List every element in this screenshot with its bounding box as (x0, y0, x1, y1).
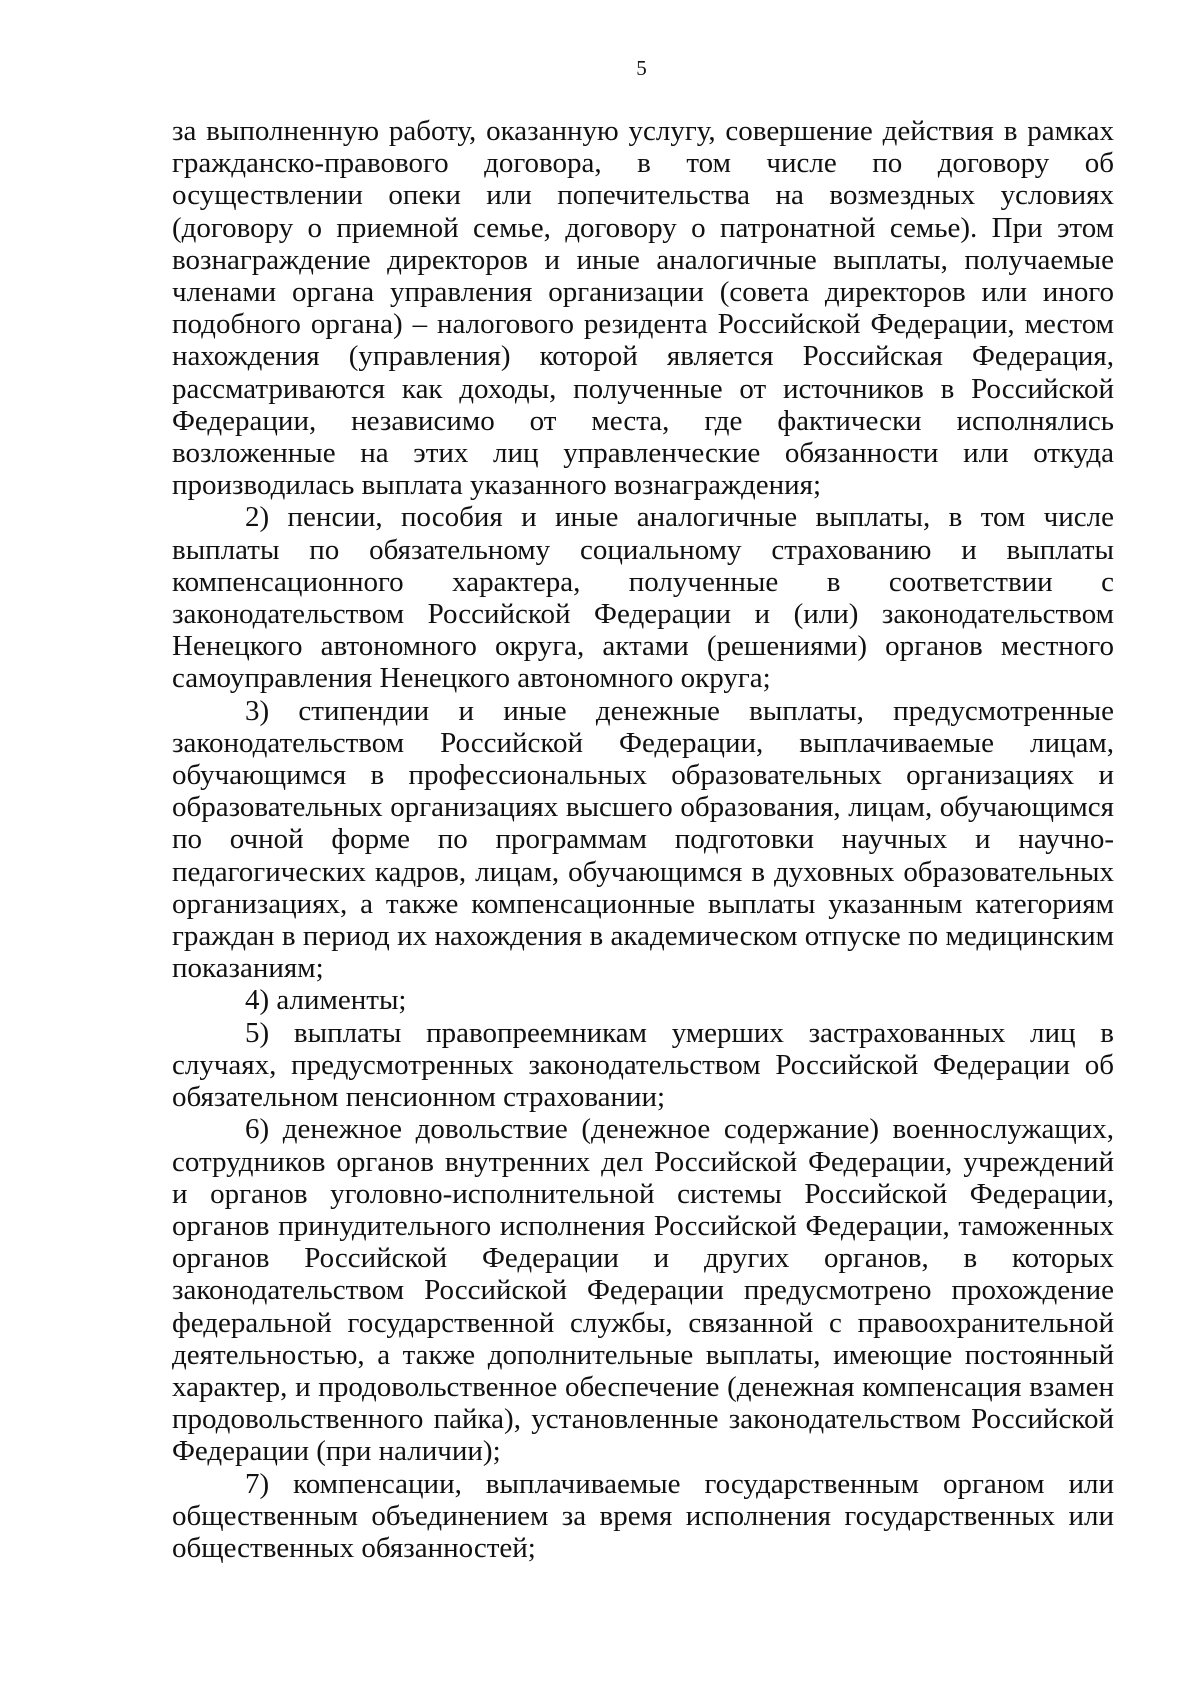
paragraph-item-2: 2) пенсии, пособия и иные аналогичные выплаты, в том числе выплаты по обязательному социальному страхованию и выплаты компенсационного характера, полученные в соответствии с законодательством Российской Федерации и (или) законодательством Ненецкого автономного округа, актами (решениями) органов местного самоуправления Ненецкого автономного округа; (172, 501, 1114, 695)
page-number: 5 (636, 56, 647, 80)
paragraph-item-4: 4) алименты; (245, 984, 407, 1017)
paragraph-item-5: 5) выплаты правопреемникам умерших застрахованных лиц в случаях, предусмотренных законодательством Российской Федерации об обязательном пенсионном страховании; (172, 1016, 1114, 1114)
paragraph-item-6: 6) денежное довольствие (денежное содержание) военнослужащих, сотрудников органов внутренних дел Российской Федерации, учреждений и органов уголовно-исполнительной системы Российской Федерации, органов принудительного исполнения Российской Федерации, таможенных органов Российской Федерации и других органов, в которых законодательством Российской Федерации предусмотрено прохождение федеральной государственной службы, связанной с правоохранительной деятельностью, а также дополнительные выплаты, имеющие постоянный характер, и продовольственное обеспечение (денежная компенсация взамен продовольственного пайка), установленные законодательством Российской Федерации (при наличии); (172, 1113, 1114, 1468)
paragraph-item-3: 3) стипендии и иные денежные выплаты, предусмотренные законодательством Российской Федерации, выплачиваемые лицам, обучающимся в профессиональных образовательных организациях и образовательных организациях высшего образования, лицам, обучающимся по очной форме по программам подготовки научных и научно-педагогических кадров, лицам, обучающимся в духовных образовательных организациях, а также компенсационные выплаты указанным категориям граждан в период их нахождения в академическом отпуске по медицинским показаниям; (172, 694, 1114, 985)
paragraph-item-7: 7) компенсации, выплачиваемые государственным органом или общественным объединением за время исполнения государственных или общественных обязанностей; (172, 1467, 1114, 1564)
paragraph-continuation: за выполненную работу, оказанную услугу, совершение действия в рамках гражданско-правового договора, в том числе по договору об осуществлении опеки или попечительства на возмездных условиях (договору о приемной семье, договору о патронатной семье). При этом вознаграждение директоров и иные аналогичные выплаты, получаемые членами органа управления организации (совета директоров или иного подобного органа) – налогового резидента Российской Федерации, местом нахождения (управления) которой является Российская Федерация, рассматриваются как доходы, полученные от источников в Российской Федерации, независимо от места, где фактически исполнялись возложенные на этих лиц управленческие обязанности или откуда производилась выплата указанного вознаграждения; (172, 115, 1114, 502)
document-body (172, 115, 1114, 1564)
